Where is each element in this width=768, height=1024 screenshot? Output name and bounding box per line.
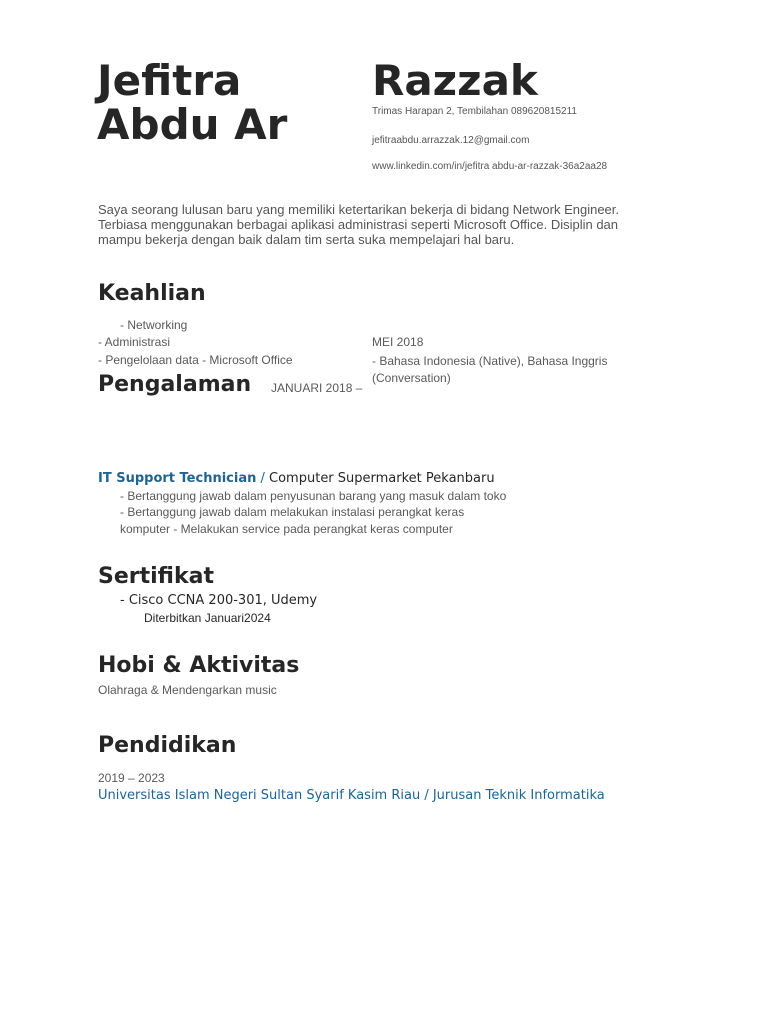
- skill-item: - Pengelolaan data - Microsoft Office: [98, 353, 293, 367]
- languages-line-1: - Bahasa Indonesia (Native), Bahasa Inggris: [372, 354, 608, 368]
- contact-email[interactable]: jefitraabdu.arrazzak.12@gmail.com: [372, 135, 530, 146]
- experience-heading: Pengalaman: [98, 372, 252, 397]
- skills-heading: Keahlian: [98, 281, 206, 306]
- job-duty: komputer - Melakukan service pada perangkat keras computer: [120, 522, 453, 536]
- summary-line-1: Saya seorang lulusan baru yang memiliki ketertarikan bekerja di bidang Network Engineer.: [98, 202, 620, 217]
- certificate-issued: Diterbitkan Januari2024: [144, 611, 271, 625]
- hobbies-text: Olahraga & Mendengarkan music: [98, 683, 277, 697]
- certificates-heading: Sertifikat: [98, 564, 214, 589]
- skill-item: - Networking: [120, 318, 188, 332]
- contact-linkedin[interactable]: www.linkedin.com/in/jefitra abdu-ar-razzak-36a2aa28: [372, 161, 608, 172]
- job-duty: - Bertanggung jawab dalam penyusunan barang yang masuk dalam toko: [120, 489, 507, 503]
- certificate-item: - Cisco CCNA 200-301, Udemy: [120, 593, 318, 608]
- summary-line-2: Terbiasa menggunakan berbagai aplikasi administrasi seperti Microsoft Office. Disiplin dan: [98, 217, 619, 232]
- name-first: Jefitra: [97, 56, 242, 105]
- skills-date: MEI 2018: [372, 335, 424, 349]
- job-line: [98, 471, 495, 486]
- education-heading: Pendidikan: [98, 733, 237, 758]
- education-years: 2019 – 2023: [98, 771, 165, 785]
- name-last: Razzak: [372, 56, 538, 105]
- experience-date: JANUARI 2018 –: [271, 381, 363, 395]
- skill-item: - Administrasi: [98, 335, 171, 349]
- summary-line-3: mampu bekerja dengan baik dalam tim serta suka mempelajari hal baru.: [98, 232, 515, 247]
- contact-address: Trimas Harapan 2, Tembilahan 089620815211: [372, 106, 577, 117]
- job-company: Computer Supermarket Pekanbaru: [269, 471, 495, 486]
- name-middle: Abdu Ar: [97, 100, 288, 149]
- languages-line-2: (Conversation): [372, 371, 451, 385]
- hobbies-heading: Hobi & Aktivitas: [98, 653, 300, 678]
- education-school: Universitas Islam Negeri Sultan Syarif Kasim Riau / Jurusan Teknik Informatika: [98, 788, 605, 803]
- job-separator: /: [256, 471, 270, 486]
- job-duty: - Bertanggung jawab dalam melakukan instalasi perangkat keras: [120, 505, 465, 519]
- job-title: IT Support Technician: [98, 471, 257, 486]
